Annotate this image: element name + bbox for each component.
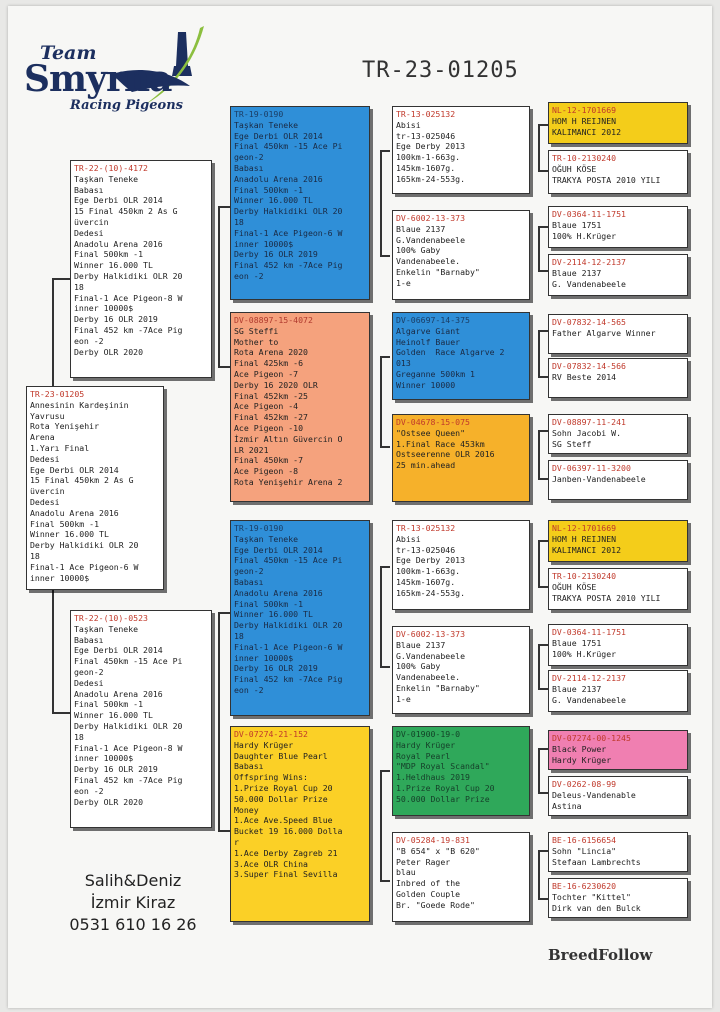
- pigeon-details: Janben-Vandenabeele: [552, 473, 646, 484]
- pigeon-details: Taşkan Teneke Babası Ege Derbi OLR 2014 15 Final 450km 2 As G üvercin Dedesi Anadolu Arena 2016 Final 500km -1 Winner 16.000 TL Derby Halkidiki OLR 20 18 Final-1 Ace Pigeon-8 W inner 10000$ Derby 16 OLR 2019 Final 452 km -7Ace Pig eon -2 Derby OLR 2020: [74, 173, 183, 357]
- ring-number: DV-06697-14-375: [396, 315, 470, 325]
- pigeon-details: Father Algarve Winner: [552, 327, 656, 338]
- pigeon-details: Hardy Krüger Royal Pearl "MDP Royal Scandal" 1.Heldhaus 2019 1.Prize Royal Cup 20 50.000 Dollar Prize: [396, 739, 495, 804]
- ring-number: DV-05284-19-831: [396, 835, 470, 845]
- pigeon-details: Blaue 2137 G. Vandenabeele: [552, 267, 626, 289]
- pigeon-details: HOM H REIJNEN KALIMANCI 2012: [552, 115, 622, 137]
- logo-name-text: Smyrna: [24, 58, 172, 100]
- ring-number: DV-2114-12-2137: [552, 673, 626, 683]
- ring-number: BE-16-6156654: [552, 835, 617, 845]
- pigeon-card-g6: [548, 358, 688, 398]
- ring-number: DV-08897-11-241: [552, 417, 626, 427]
- ring-number: NL-12-1701669: [552, 105, 617, 115]
- pigeon-details: Deleus-Vandenable Astina: [552, 789, 636, 811]
- ring-number: DV-0364-11-1751: [552, 209, 626, 219]
- pigeon-details: Algarve Giant Heinolf Bauer Golden Race Algarve 2 013 Greganne 500km 1 Winner 10000: [396, 325, 505, 390]
- pigeon-card-g11: [548, 624, 688, 666]
- ring-number: TR-22-(10)-0523: [74, 613, 148, 623]
- ring-number: DV-0364-11-1751: [552, 627, 626, 637]
- pigeon-details: "B 654" x "B 620" Peter Rager blau Inbred of the Golden Couple Br. "Goede Rode": [396, 845, 480, 910]
- pigeon-details: Blaue 1751 100% H.Krüger: [552, 219, 617, 241]
- pigeon-card-g5: [548, 314, 688, 354]
- pigeon-card-subject: [26, 386, 164, 590]
- ring-number: TR-13-025132: [396, 523, 456, 533]
- pigeon-card-dsd: [392, 626, 530, 714]
- pigeon-card-g1: [548, 102, 688, 144]
- pigeon-card-ss: [230, 106, 370, 300]
- ring-number: DV-01900-19-0: [396, 729, 461, 739]
- ring-number: DV-07274-00-1245: [552, 733, 631, 743]
- pigeon-details: Blaue 2137 G. Vandenabeele: [552, 683, 626, 705]
- pigeon-details: Taşkan Teneke Ege Derbi OLR 2014 Final 450km -15 Ace Pi geon-2 Babası Anadolu Arena 2016 Final 500km -1 Winner 16.000 TL Derby Halkidiki OLR 20 18 Final-1 Ace Pigeon-6 W inner 10000$ Derby 16 OLR 2019 Final 452 km -7Ace Pig eon -2: [234, 119, 343, 281]
- pigeon-card-sds: [392, 312, 530, 400]
- pigeon-card-g15: [548, 832, 688, 872]
- pigeon-details: Blaue 1751 100% H.Krüger: [552, 637, 617, 659]
- pigeon-details: Sohn Jacobi W. SG Steff: [552, 427, 622, 449]
- ring-number: NL-12-1701669: [552, 523, 617, 533]
- ring-number: DV-0262-08-99: [552, 779, 617, 789]
- pigeon-details: Hardy Krüger Daughter Blue Pearl Babası Offspring Wins: 1.Prize Royal Cup 20 50.000 Dollar Prize Money 1.Ace Ave.Speed Blue Bucket 19 16.000 Dolla r 1.Ace Derby Zagreb 21 3.Ace OLR China 3.Super Final Sevilla: [234, 739, 343, 880]
- breeder-city: İzmir Kiraz: [90, 893, 176, 912]
- ring-number: TR-23-01205: [30, 389, 85, 399]
- breedfollow-brand: BreedFollow: [548, 946, 653, 964]
- ring-number: DV-07832-14-566: [552, 361, 626, 371]
- pigeon-details: "Ostsee Queen" 1.Final Race 453km Ostseerenne OLR 2016 25 min.ahead: [396, 427, 495, 471]
- ring-number: DV-04678-15-075: [396, 417, 470, 427]
- pigeon-card-dds: [392, 726, 530, 816]
- pigeon-card-g3: [548, 206, 688, 248]
- pigeon-card-ds: [230, 520, 370, 716]
- pigeon-details: Black Power Hardy Krüger: [552, 743, 612, 765]
- ring-number: DV-08897-15-4072: [234, 315, 313, 325]
- pigeon-details: SG Steffi Mother to Rota Arena 2020 Final 425km -6 Ace Pigeon -7 Derby 16 2020 OLR Final 452km -25 Ace Pigeon -4 Final 452km -27 Ace Pigeon -10 İzmir Altın Güvercin O LR 2021 Final 450km -7 Ace Pigeon -8 Rota Yenişehir Arena 2: [234, 325, 343, 487]
- pigeon-card-ssd: [392, 210, 530, 300]
- ring-number: DV-07274-21-152: [234, 729, 308, 739]
- pigeon-card-g4: [548, 254, 688, 296]
- pigeon-card-g7: [548, 414, 688, 454]
- ring-number: TR-13-025132: [396, 109, 456, 119]
- ring-number: DV-2114-12-2137: [552, 257, 626, 267]
- pigeon-card-dd: [230, 726, 370, 922]
- pigeon-details: Abisi tr-13-025046 Ege Derby 2013 100km-1-663g. 145km-1607g. 165km-24-553g.: [396, 119, 466, 184]
- pigeon-details: Annesinin Kardeşinin Yavrusu Rota Yenişehir Arena 1.Yarı Final Dedesi Ege Derbi OLR 2014 15 Final 450km 2 As G üvercin Dedesi Anadolu Arena 2016 Final 500km -1 Winner 16.000 TL Derby Halkidiki OLR 20 18 Final-1 Ace Pigeon-6 W inner 10000$: [30, 399, 139, 583]
- breeder-names: Salih&Deniz: [84, 871, 182, 890]
- pigeon-details: Sohn "Lincia" Stefaan Lambrechts: [552, 845, 641, 867]
- pigeon-card-g8: [548, 460, 688, 500]
- ring-number: TR-19-0190: [234, 523, 284, 533]
- ring-number: DV-6002-13-373: [396, 629, 466, 639]
- pigeon-details: Tochter "Kittel" Dirk van den Bulck: [552, 891, 641, 913]
- pigeon-details: OĞUH KÖSE TRAKYA POSTA 2010 YILI: [552, 581, 661, 603]
- ring-number: BE-16-6230620: [552, 881, 617, 891]
- ring-number: DV-06397-11-3200: [552, 463, 631, 473]
- pigeon-details: Blaue 2137 G.Vandenabeele 100% Gaby Vandenabeele. Enkelin "Barnaby" 1-e: [396, 639, 480, 704]
- ring-number: TR-10-2130240: [552, 153, 617, 163]
- pigeon-card-ddd: [392, 832, 530, 922]
- ring-number: TR-10-2130240: [552, 571, 617, 581]
- pigeon-card-dam: [70, 610, 212, 828]
- pigeon-card-g12: [548, 670, 688, 712]
- pigeon-details: Blaue 2137 G.Vandenabeele 100% Gaby Vandenabeele. Enkelin "Barnaby" 1-e: [396, 223, 480, 288]
- pigeon-details: Taşkan Teneke Ege Derbi OLR 2014 Final 450km -15 Ace Pi geon-2 Babası Anadolu Arena 2016 Final 500km -1 Winner 16.000 TL Derby Halkidiki OLR 20 18 Final-1 Ace Pigeon-6 W inner 10000$ Derby 16 OLR 2019 Final 452 km -7Ace Pig eon -2: [234, 533, 343, 695]
- pigeon-details: Taşkan Teneke Babası Ege Derbi OLR 2014 Final 450km -15 Ace Pi geon-2 Dedesi Anadolu Arena 2016 Final 500km -1 Winner 16.000 TL Derby Halkidiki OLR 20 18 Final-1 Ace Pigeon-8 W inner 10000$ Derby 16 OLR 2019 Final 452 km -7Ace Pig eon -2 Derby OLR 2020: [74, 623, 183, 807]
- pigeon-card-g10: [548, 568, 688, 610]
- logo-subtitle-text: Racing Pigeons: [70, 98, 183, 113]
- breeder-contact: [58, 870, 208, 936]
- breeder-phone: 0531 610 16 26: [69, 915, 197, 934]
- pigeon-card-sd: [230, 312, 370, 502]
- pigeon-details: RV Beste 2014: [552, 371, 617, 382]
- ring-number: DV-07832-14-565: [552, 317, 626, 327]
- pigeon-card-g13: [548, 730, 688, 770]
- pedigree-number: TR-23-01205: [362, 58, 519, 83]
- pigeon-card-g2: [548, 150, 688, 194]
- pigeon-details: Abisi tr-13-025046 Ege Derby 2013 100km-1-663g. 145km-1607g. 165km-24-553g.: [396, 533, 466, 598]
- ring-number: DV-6002-13-373: [396, 213, 466, 223]
- pigeon-card-dss: [392, 520, 530, 610]
- ring-number: TR-22-(10)-4172: [74, 163, 148, 173]
- pigeon-card-sire: [70, 160, 212, 378]
- pigeon-card-sss: [392, 106, 530, 194]
- logo-team-text: Team: [40, 42, 97, 64]
- pigeon-details: OĞUH KÖSE TRAKYA POSTA 2010 YILI: [552, 163, 661, 185]
- pigeon-card-g9: [548, 520, 688, 562]
- ring-number: TR-19-0190: [234, 109, 284, 119]
- pigeon-details: HOM H REIJNEN KALIMANCI 2012: [552, 533, 622, 555]
- pigeon-card-sdd: [392, 414, 530, 502]
- pigeon-card-g14: [548, 776, 688, 816]
- pigeon-card-g16: [548, 878, 688, 918]
